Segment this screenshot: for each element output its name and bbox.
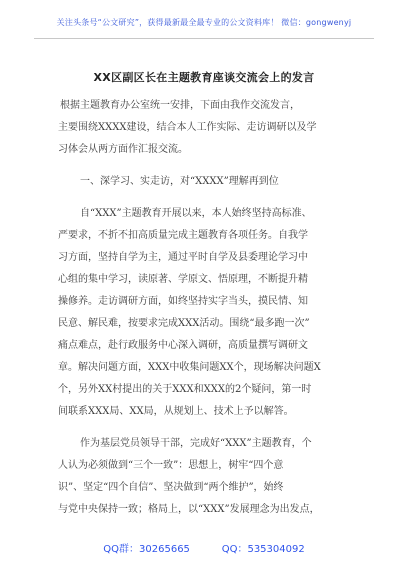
paragraph-line: 个，另外XX村提出的关于XXX和XXX的2个疑问，第一时	[58, 384, 312, 395]
paragraph-line: 与党中央保持一致；格局上，以“XXX”发展理念为出发点，	[58, 504, 320, 515]
header-divider	[34, 38, 374, 39]
paragraph-line: 主要围绕XXXX建设，结合本人工作实际、走访调研以及学	[58, 122, 317, 133]
paragraph-line: 自“XXX”主题教育开展以来，本人始终坚持高标准、	[80, 208, 312, 219]
document-title: XX区副区长在主题教育座谈交流会上的发言	[93, 71, 315, 84]
paragraph-line: 严要求，不折不扣高质量完成主题教育各项任务。自我学	[58, 230, 308, 241]
paragraph-line: 章。解决问题方面，XXX中收集问题XX个，现场解决问题X	[58, 362, 321, 373]
footer-contact: QQ群：30265665 QQ：535304092	[103, 544, 305, 555]
paragraph-line: 操修养。走访调研方面，如终坚持实字当头，摸民情、知	[58, 296, 308, 307]
paragraph-line: 民意、解民难，按要求完成XXX活动。围绕“最多跑一次”	[58, 318, 310, 329]
paragraph-line: 间联系XXX局、XX局，从规划上、技术上予以解答。	[58, 406, 294, 417]
paragraph-line: 作为基层党员领导干部，完成好“XXX”主题教育，个	[80, 438, 312, 449]
paragraph-line: 习方面，坚持自学为主，通过平时自学及县委理论学习中	[58, 252, 308, 263]
paragraph-line: 习体会从两方面作汇报交流。	[58, 144, 188, 155]
header-note: 关注头条号“公文研究”，获得最新最全最专业的公文资料库！ 微信：gongwenyj	[56, 18, 352, 27]
paragraph-line: 人认为必须做到“三个一致”：思想上，树牢“四个意	[58, 460, 284, 471]
paragraph-line: 识”、坚定“四个自信”、坚决做到“两个维护”，始终	[58, 482, 284, 493]
paragraph-line: 痛点难点，赴行政服务中心深入调研，高质量撰写调研文	[58, 340, 308, 351]
section-heading: 一、深学习、实走访，对“XXXX”理解再到位	[80, 176, 279, 187]
paragraph-line: 心组的集中学习，读原著、学原文、悟原理，不断提升精	[58, 274, 308, 285]
paragraph-line: 根据主题教育办公室统一安排，下面由我作交流发言，	[60, 100, 300, 111]
